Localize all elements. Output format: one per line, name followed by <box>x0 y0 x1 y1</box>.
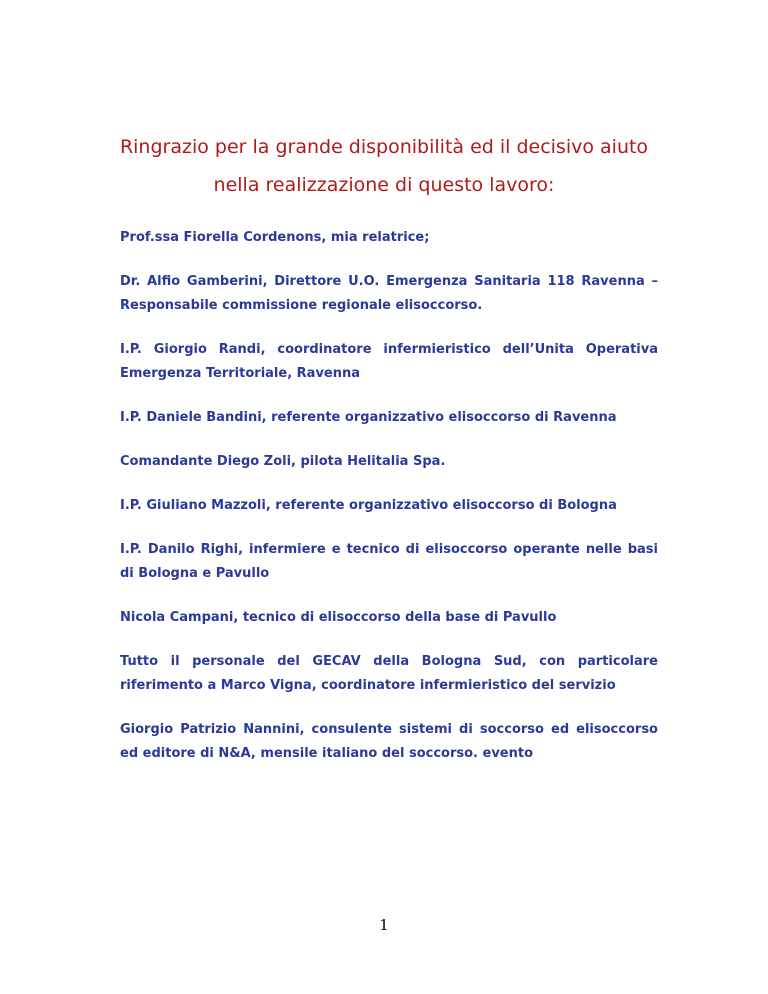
acknowledgement-list <box>120 226 658 786</box>
acknowledgement-item: I.P. Danilo Righi, infermiere e tecnico di elisoccorso operante nelle basi di Bologna e Pavullo <box>120 542 658 581</box>
acknowledgement-item: Comandante Diego Zoli, pilota Helitalia Spa. <box>120 454 446 469</box>
acknowledgement-item: I.P. Giorgio Randi, coordinatore infermieristico dell’Unita Operativa Emergenza Territoriale, Ravenna <box>120 342 658 381</box>
acknowledgement-item: Nicola Campani, tecnico di elisoccorso della base di Pavullo <box>120 610 557 625</box>
acknowledgement-item: I.P. Daniele Bandini, referente organizzativo elisoccorso di Ravenna <box>120 410 617 425</box>
acknowledgement-item: Prof.ssa Fiorella Cordenons, mia relatrice; <box>120 230 430 245</box>
page-number: 1 <box>379 916 389 934</box>
acknowledgement-item: Dr. Alfio Gamberini, Direttore U.O. Emergenza Sanitaria 118 Ravenna – Responsabile commissione regionale elisoccorso. <box>120 274 658 313</box>
acknowledgement-heading <box>0 128 768 204</box>
acknowledgement-item: Tutto il personale del GECAV della Bologna Sud, con particolare riferimento a Marco Vigna, coordinatore infermieristico del servizio <box>120 654 658 693</box>
heading-line-1: Ringrazio per la grande disponibilità ed il decisivo aiuto <box>119 136 649 158</box>
acknowledgement-item: I.P. Giuliano Mazzoli, referente organizzativo elisoccorso di Bologna <box>120 498 617 513</box>
acknowledgement-item: Giorgio Patrizio Nannini, consulente sistemi di soccorso ed elisoccorso ed editore di N&A, mensile italiano del soccorso. evento <box>120 722 658 761</box>
heading-line-2: nella realizzazione di questo lavoro: <box>213 174 555 196</box>
